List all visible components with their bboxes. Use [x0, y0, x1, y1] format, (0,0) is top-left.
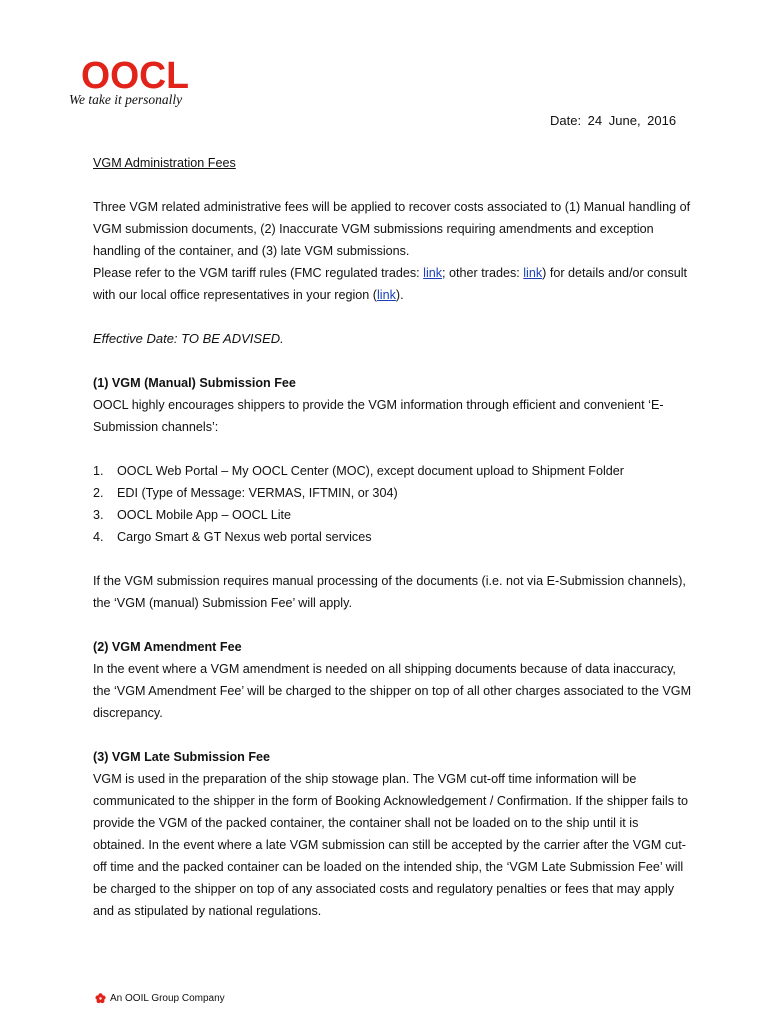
list-item: 2. EDI (Type of Message: VERMAS, IFTMIN, or 304) [93, 486, 398, 500]
section3-heading: (3) VGM Late Submission Fee [93, 750, 271, 764]
document-date: Date: 24 June, 2016 [550, 113, 677, 128]
local-office-link[interactable]: link [376, 288, 396, 302]
list-item: 3. OOCL Mobile App – OOCL Lite [93, 508, 292, 522]
section1-heading: (1) VGM (Manual) Submission Fee [93, 376, 296, 390]
e-submission-channel-list [93, 460, 693, 548]
tagline: We take it personally [69, 92, 183, 107]
plum-blossom-icon [95, 993, 106, 1004]
list-item: 1. OOCL Web Portal – My OOCL Center (MOC), except document upload to Shipment Folder [93, 464, 624, 478]
section2-body: In the event where a VGM amendment is needed on all shipping documents because of data inaccuracy, the ‘VGM Amendment Fee’ will be charged to the shipper on top of all other charges associated to the VGM discrepancy. [93, 662, 692, 720]
list-item: 4. Cargo Smart & GT Nexus web portal services [93, 530, 372, 544]
effective-date: Effective Date: TO BE ADVISED. [93, 331, 284, 346]
logo-text: OOCL [81, 58, 189, 92]
page-title: VGM Administration Fees [93, 156, 236, 170]
section3-body: VGM is used in the preparation of the ship stowage plan. The VGM cut-off time information will be communicated to the shipper in the form of Booking Acknowledgement / Confirmation. If the shipper fails to provide the VGM of the packed container, the container shall not be loaded on to the ship until it is obtained. In the event where a late VGM submission can still be accepted by the carrier after the VGM cut-off time and the packed container can be loaded on the intended ship, the ‘VGM Late Submission Fee’ will be charged to the shipper on top of any associated costs and regulatory penalties or fees that may apply and as stipulated by national regulations. [93, 772, 689, 918]
section1-closing: If the VGM submission requires manual processing of the documents (i.e. not via E-Submission channels), the ‘VGM (manual) Submission Fee’ will apply. [93, 574, 686, 610]
oocl-logo [81, 58, 191, 92]
document-body [93, 152, 693, 922]
other-trades-tariff-link[interactable]: link [523, 266, 543, 280]
section2-heading: (2) VGM Amendment Fee [93, 640, 242, 654]
fmc-tariff-link[interactable]: link [423, 266, 443, 280]
tariff-reference: Please refer to the VGM tariff rules (FMC regulated trades: link; other trades: link) for details and/or consult with our local office representatives in your region (link). [93, 266, 688, 302]
intro-paragraph: Three VGM related administrative fees will be applied to recover costs associated to (1) Manual handling of VGM submission documents, (2) Inaccurate VGM submissions requiring amendments and exception handling of the container, and (3) late VGM submissions. [93, 200, 691, 258]
section1-body: OOCL highly encourages shippers to provide the VGM information through efficient and convenient ‘E-Submission channels’: [93, 398, 664, 434]
footer-text: An OOIL Group Company [110, 993, 225, 1004]
footer [95, 993, 225, 1004]
